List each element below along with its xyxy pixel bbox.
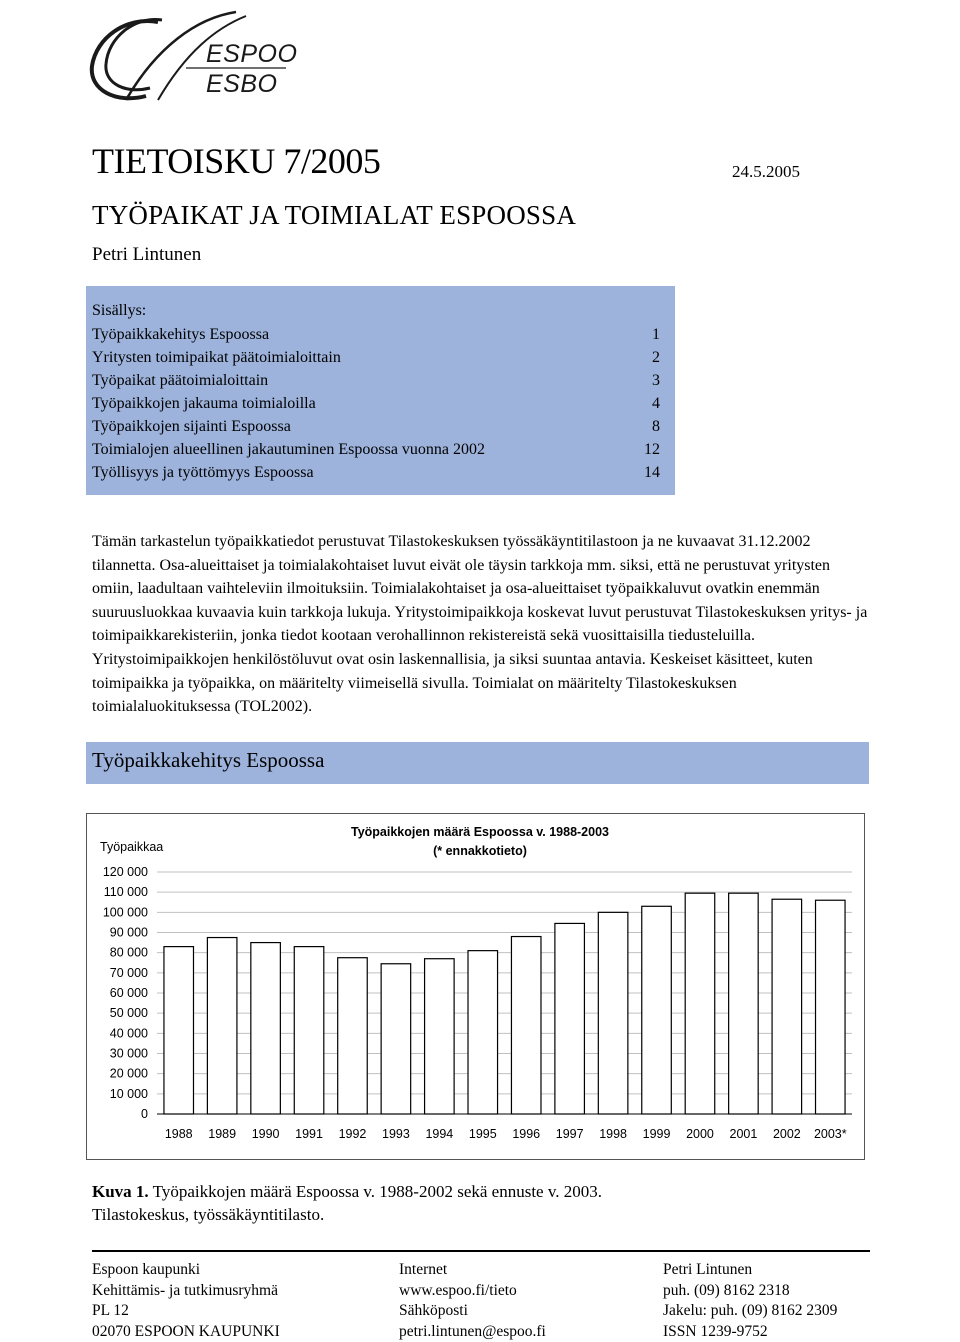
toc-item-page: 12 — [644, 441, 660, 458]
toc-item-label: Työpaikkojen jakauma toimialoilla — [92, 395, 316, 412]
logo-text-esbo: ESBO — [206, 70, 278, 98]
toc-heading: Sisällys: — [92, 302, 147, 319]
chart-x-tick-label: 1996 — [512, 1127, 541, 1141]
chart-bar — [164, 947, 194, 1114]
caption-text: Työpaikkojen määrä Espoossa v. 1988-2002 sekä ennuste v. 2003. — [148, 1182, 603, 1201]
footer-line: Kehittämis- ja tutkimusryhmä — [92, 1281, 278, 1299]
chart-x-tick-label: 2000 — [686, 1127, 714, 1141]
chart-subtitle: (* ennakkotieto) — [433, 844, 527, 858]
toc-item-label: Työpaikat päätoimialoittain — [92, 372, 269, 389]
chart-x-tick-label: 1998 — [599, 1127, 627, 1141]
chart-y-axis-label: Työpaikkaa — [100, 840, 164, 854]
footer-divider — [92, 1250, 870, 1252]
chart-y-tick-label: 40 000 — [109, 1026, 148, 1041]
footer-link-email[interactable]: petri.lintunen@espoo.fi — [399, 1322, 546, 1340]
chart-bar — [468, 951, 498, 1114]
footer-line: Sähköposti — [399, 1302, 468, 1319]
chart-x-tick-label: 2001 — [729, 1127, 758, 1141]
toc-item-label: Toimialojen alueellinen jakautuminen Espoossa vuonna 2002 — [92, 441, 486, 458]
table-of-contents — [86, 286, 675, 495]
chart-bar — [685, 893, 715, 1114]
chart-y-tick-label: 30 000 — [109, 1046, 148, 1061]
toc-item-page: 3 — [652, 372, 660, 389]
chart-bar — [251, 943, 281, 1114]
footer-line: PL 12 — [92, 1302, 129, 1319]
chart-bar — [511, 937, 541, 1114]
chart-x-tick-label: 1999 — [642, 1127, 671, 1141]
toc-item-label: Työllisyys ja työttömyys Espoossa — [92, 464, 314, 481]
intro-text: Tämän tarkastelun työpaikkatiedot perustuvat Tilastokeskuksen työssäkäyntitilastoon ja ne kuvaavat 31.12.2002 tilannetta. Osa-alueittaiset ja toimialakohtaiset luvut eivät ole täysin tarkkoja mm. siksi, että ne perustuvat yritysten omiin, laadultaan vaihteleviin ilmoituksiin. Toimialakohtaiset ja osa-alueittaiset työpaikkaluvut ovatkin enemmän suuruusluokkaa kuvaavia kuin tarkkoja lukuja. Yritystoimipaikkoja koskevat luvut perustuvat Tilastokeskuksen yritys- ja toimipaikkarekisteriin, jonka tiedot kootaan verohallinnon rekistereistä sekä vuosittaisilla tiedusteluilla. Yritystoimipaikkojen henkilöstöluvut ovat osin laskennallisia, ja siksi suuntaa antavia. Keskeiset käsitteet, kuten toimipaikka ja työpaikka, on määritelty viimeisellä sivulla. Toimialat on määritelty Tilastokeskuksen toimialaluokituksessa (TOL2002). — [92, 533, 868, 716]
toc-item — [92, 441, 660, 459]
chart-x-tick-label: 1991 — [295, 1127, 323, 1141]
chart-y-tick-label: 70 000 — [109, 965, 148, 980]
chart-x-tick-label: 2003* — [813, 1127, 847, 1141]
document-author: Petri Lintunen — [92, 244, 202, 265]
chart-y-tick-label: 80 000 — [109, 945, 148, 960]
chart-y-tick-label: 110 000 — [103, 885, 148, 900]
toc-item — [92, 418, 660, 436]
chart-bar — [642, 906, 672, 1114]
footer-line: Jakelu: puh. (09) 8162 2309 — [663, 1302, 838, 1319]
section-header — [86, 742, 869, 784]
footer-line: Espoon kaupunki — [92, 1261, 201, 1278]
toc-item — [92, 395, 660, 413]
chart-y-tick-label: 50 000 — [109, 1006, 148, 1021]
chart-bar — [381, 964, 411, 1114]
chart-x-tick-label: 1997 — [555, 1127, 584, 1141]
toc-item-page: 1 — [652, 326, 660, 343]
chart-bar — [816, 900, 846, 1114]
chart-y-tick-label: 20 000 — [109, 1066, 148, 1081]
toc-item — [92, 349, 660, 367]
chart-y-tick-label: 10 000 — [109, 1086, 148, 1101]
chart-y-tick-label: 100 000 — [102, 905, 148, 920]
toc-item-label: Yritysten toimipaikat päätoimialoittain — [92, 349, 341, 366]
chart-y-tick-label: 120 000 — [102, 865, 148, 879]
intro-paragraph — [92, 530, 872, 719]
toc-item-page: 2 — [652, 349, 660, 366]
chart-x-tick-label: 1993 — [382, 1127, 410, 1141]
footer-line: 02070 ESPOON KAUPUNKI — [92, 1322, 280, 1340]
document-subtitle: TYÖPAIKAT JA TOIMIALAT ESPOOSSA — [92, 200, 577, 230]
chart-x-tick-label: 1995 — [468, 1127, 497, 1141]
chart-x-tick-label: 1990 — [251, 1127, 280, 1141]
toc-item-label: Työpaikkojen sijainti Espoossa — [92, 418, 291, 435]
chart-bar — [772, 899, 802, 1114]
chart-x-tick-label: 1994 — [425, 1127, 454, 1141]
logo-text-espoo: ESPOO — [206, 40, 298, 68]
chart-y-tick-label: 60 000 — [109, 986, 148, 1000]
chart-x-tick-label: 1992 — [338, 1127, 367, 1141]
document-title: TIETOISKU 7/2005 — [92, 141, 381, 181]
footer-link-website[interactable]: www.espoo.fi/tieto — [399, 1281, 517, 1299]
chart-bar — [338, 958, 368, 1114]
caption-label: Kuva 1. — [92, 1182, 149, 1201]
chart-bar — [729, 893, 759, 1114]
footer-line: Petri Lintunen — [663, 1261, 753, 1278]
chart-bar — [598, 912, 628, 1114]
figure-caption — [92, 1180, 792, 1226]
toc-item — [92, 464, 660, 482]
employment-chart — [86, 813, 865, 1160]
espoo-logo — [86, 8, 296, 108]
toc-item-page: 8 — [652, 418, 660, 435]
footer-line: ISSN 1239-9752 — [663, 1322, 768, 1340]
chart-bar — [207, 938, 237, 1114]
caption-source: Tilastokeskus, työssäkäyntitilasto. — [92, 1205, 325, 1224]
footer-line: puh. (09) 8162 2318 — [663, 1281, 790, 1299]
chart-canvas — [87, 814, 864, 1159]
footer-line: Internet — [399, 1261, 448, 1278]
chart-y-tick-label: 90 000 — [109, 925, 148, 940]
chart-x-tick-label: 1988 — [164, 1127, 193, 1141]
chart-title: Työpaikkojen määrä Espoossa v. 1988-2003 — [350, 825, 610, 839]
footer-contact-org — [92, 1260, 280, 1342]
toc-item — [92, 372, 660, 390]
chart-x-tick-label: 2002 — [772, 1127, 801, 1141]
footer-contact-web — [399, 1260, 546, 1342]
document-date: 24.5.2005 — [732, 162, 800, 181]
toc-item-label: Työpaikkakehitys Espoossa — [92, 326, 270, 343]
chart-x-tick-label: 1989 — [208, 1127, 237, 1141]
chart-bar — [425, 959, 455, 1114]
chart-bar — [555, 923, 585, 1114]
toc-item-page: 4 — [652, 395, 660, 412]
toc-item — [92, 326, 660, 344]
section-title: Työpaikkakehitys Espoossa — [92, 748, 325, 772]
footer-contact-person — [663, 1260, 837, 1342]
chart-bar — [294, 947, 324, 1114]
chart-y-tick-label: 0 — [141, 1107, 148, 1121]
toc-item-page: 14 — [644, 464, 660, 481]
